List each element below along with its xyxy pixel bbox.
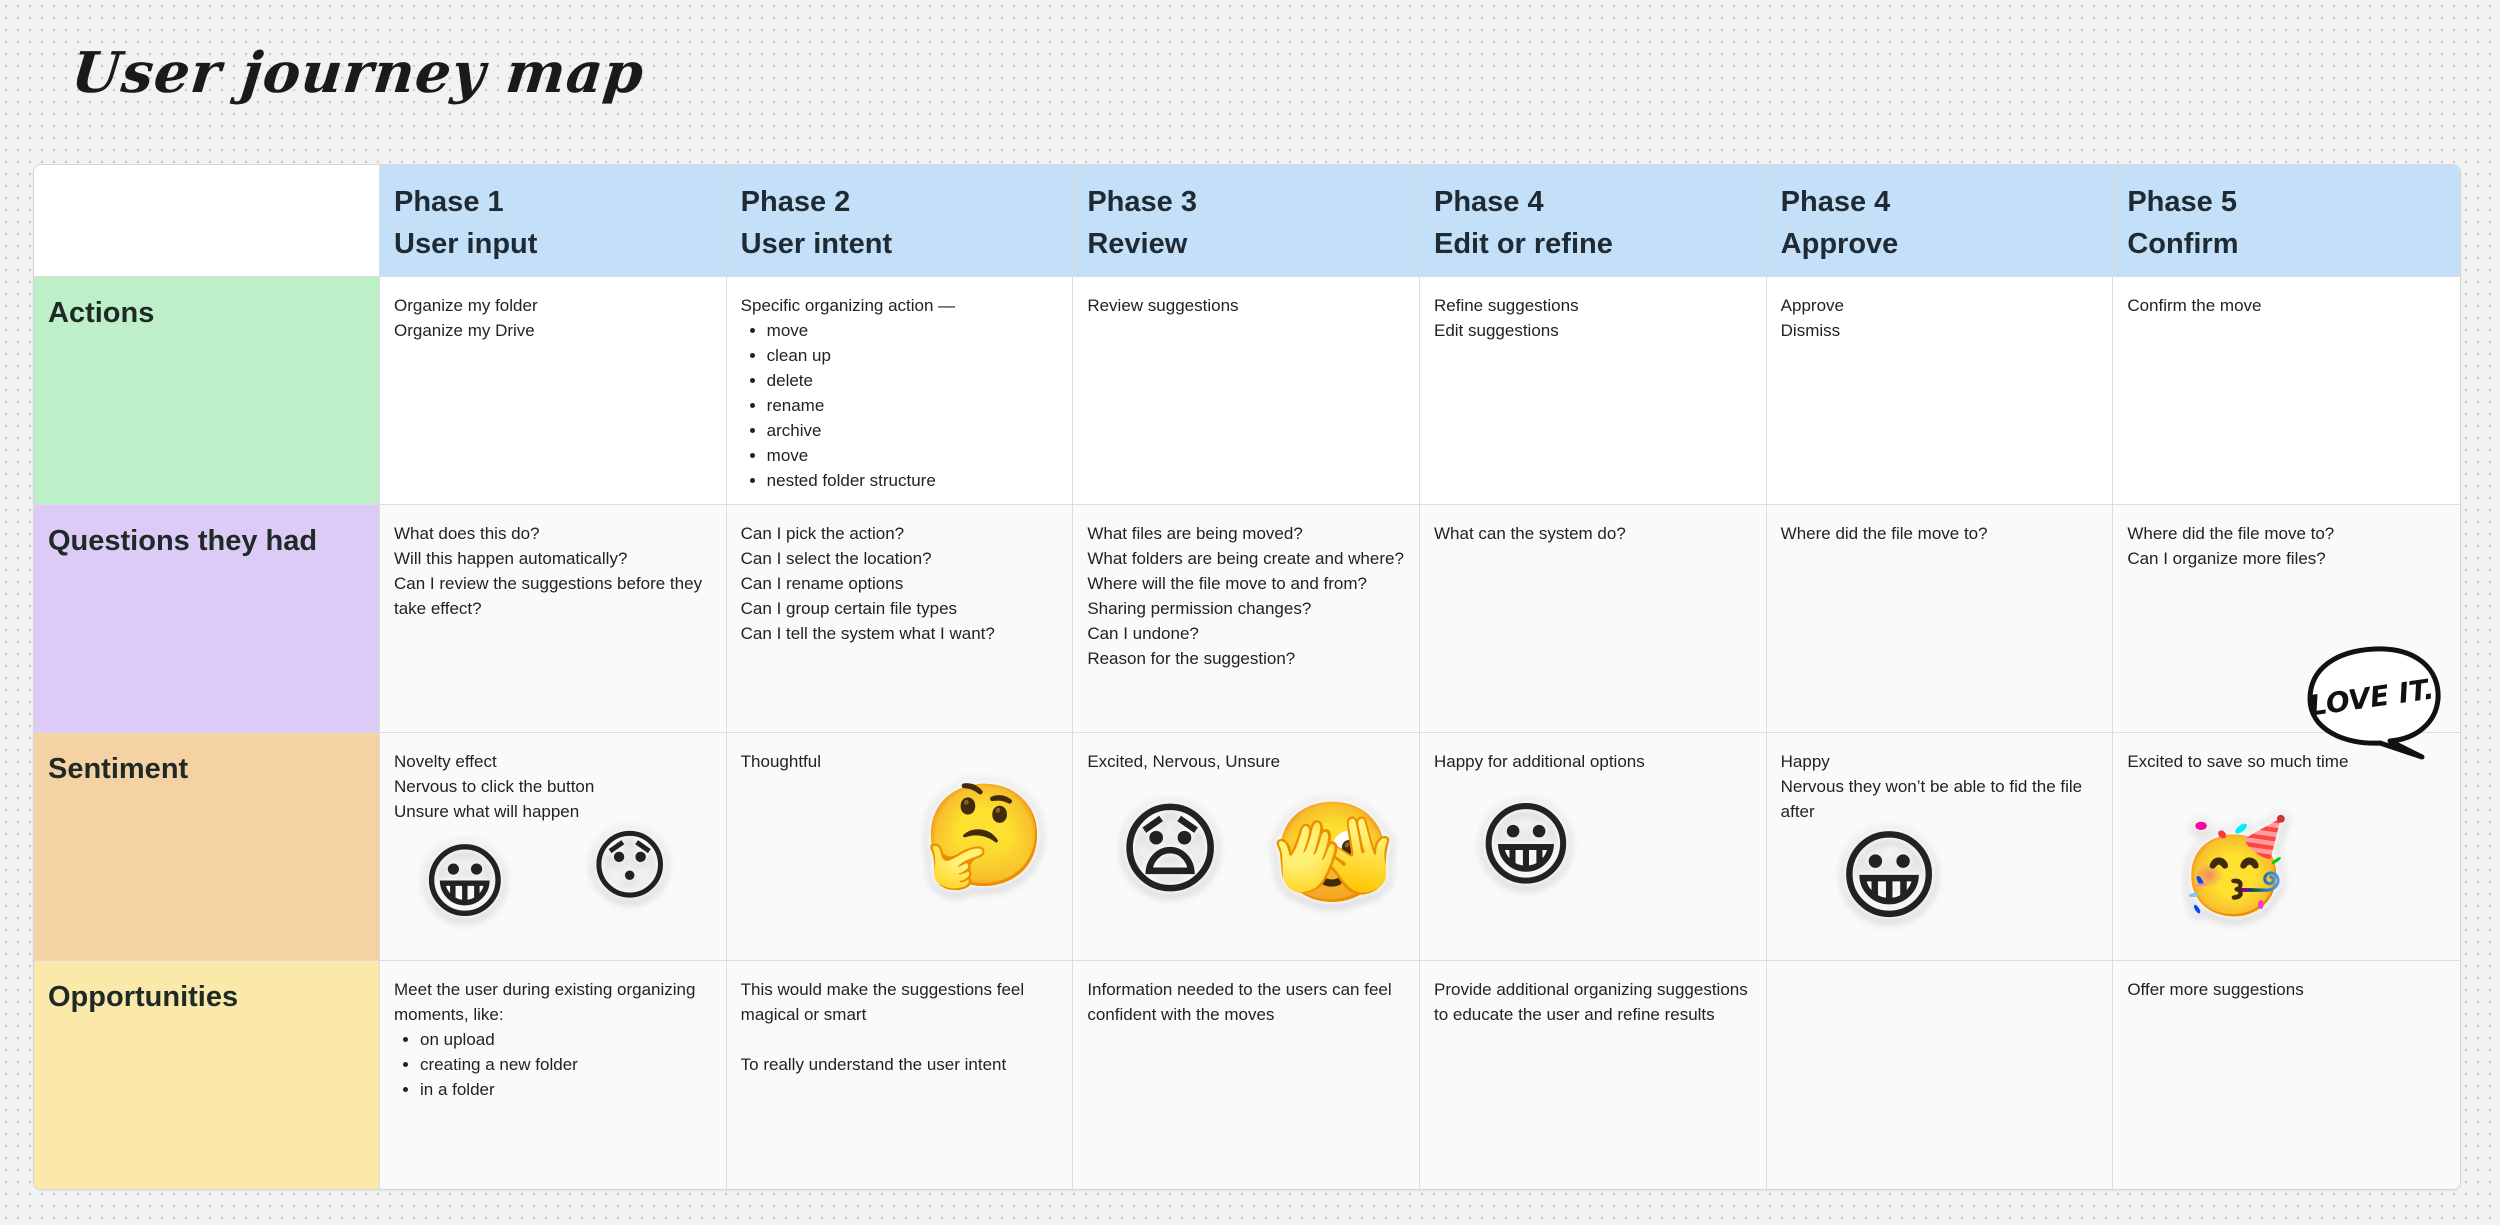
actions-cell-phase-1 bbox=[380, 277, 727, 505]
smiling-face-icon: 😀 bbox=[1478, 792, 1574, 899]
opportunities-cell-phase-1 bbox=[380, 961, 727, 1189]
list-item: • move bbox=[767, 318, 1059, 343]
cell-text: To really understand the user intent bbox=[740, 1055, 1007, 1074]
cell-text: What can the system do? bbox=[1433, 524, 1626, 543]
opportunities-cell-phase-5 bbox=[1767, 961, 2114, 1189]
phase-name: Edit or refine bbox=[1433, 228, 1613, 260]
questions-cell-phase-1 bbox=[380, 505, 727, 733]
cell-text: Thoughtful bbox=[740, 752, 821, 771]
cell-text: Offer more suggestions bbox=[2127, 980, 2304, 999]
grinning-face-icon: 😀 bbox=[422, 835, 508, 930]
phase-name: User input bbox=[394, 228, 538, 260]
phase-header-2 bbox=[727, 165, 1074, 277]
cell-text: Edit suggestions bbox=[1433, 321, 1559, 340]
journey-map-table bbox=[33, 164, 2461, 1190]
phase-name: Approve bbox=[1780, 228, 1899, 260]
cell-text: Sharing permission changes? bbox=[1087, 599, 1312, 618]
cell-text: Novelty effect bbox=[394, 752, 497, 771]
row-header-actions: Actions bbox=[34, 277, 380, 505]
phase-header-4 bbox=[1420, 165, 1767, 277]
cell-text: Excited to save so much time bbox=[2127, 752, 2349, 771]
phase-number: Phase 1 bbox=[394, 186, 504, 218]
phase-number: Phase 4 bbox=[1433, 186, 1544, 218]
cell-text: Excited, Nervous, Unsure bbox=[1087, 752, 1281, 771]
opportunities-cell-phase-4 bbox=[1420, 961, 1767, 1189]
actions-cell-phase-4 bbox=[1420, 277, 1767, 505]
cell-text: Can I rename options bbox=[740, 574, 904, 593]
row-header-opportunities: Opportunities bbox=[34, 961, 380, 1189]
phase-name: Review bbox=[1087, 228, 1188, 260]
bullet-list bbox=[741, 318, 1059, 493]
cell-text: Will this happen automatically? bbox=[394, 549, 628, 568]
list-item: • in a folder bbox=[420, 1077, 712, 1102]
cell-text: Specific organizing action — bbox=[740, 296, 956, 315]
bullet-list bbox=[394, 1027, 712, 1102]
spacer bbox=[741, 1027, 1059, 1052]
questions-cell-phase-3 bbox=[1073, 505, 1420, 733]
actions-cell-phase-6 bbox=[2113, 277, 2460, 505]
party-face-icon: 🥳 bbox=[2178, 814, 2291, 919]
questions-cell-phase-4 bbox=[1420, 505, 1767, 733]
actions-cell-phase-3 bbox=[1073, 277, 1420, 505]
cell-text: Where did the file move to? bbox=[1780, 524, 1988, 543]
phase-number: Phase 4 bbox=[1780, 186, 1891, 218]
cell-text: Can I review the suggestions before they take effect? bbox=[394, 574, 703, 618]
cell-text: Organize my folder bbox=[394, 296, 538, 315]
cell-text: Can I undone? bbox=[1087, 624, 1199, 643]
list-item: • clean up bbox=[767, 343, 1059, 368]
love-it-speech-bubble bbox=[2304, 643, 2444, 763]
list-item: • move bbox=[767, 443, 1059, 468]
cell-text: Can I pick the action? bbox=[740, 524, 905, 543]
face-with-hand-over-eyes-icon: 🫣 bbox=[1272, 796, 1395, 910]
cell-text: Meet the user during existing organizing moments, like: bbox=[394, 980, 696, 1024]
cell-text: What files are being moved? bbox=[1087, 524, 1303, 543]
cell-text: What folders are being create and where? bbox=[1087, 549, 1404, 568]
thinking-face-icon: 🤔 bbox=[922, 777, 1047, 894]
opportunities-cell-phase-2 bbox=[727, 961, 1074, 1189]
list-item: • nested folder structure bbox=[767, 468, 1059, 493]
cell-text: Unsure what will happen bbox=[394, 802, 580, 821]
cell-text: Happy bbox=[1780, 752, 1830, 771]
sentiment-cell-phase-4 bbox=[1420, 733, 1767, 961]
cell-text: Dismiss bbox=[1780, 321, 1841, 340]
phase-number: Phase 3 bbox=[1087, 186, 1197, 218]
cell-text: Review suggestions bbox=[1087, 296, 1239, 315]
love-it-text: LOVE IT. bbox=[2307, 672, 2436, 723]
cell-text: Refine suggestions bbox=[1433, 296, 1579, 315]
cell-text: Approve bbox=[1780, 296, 1844, 315]
list-item: • rename bbox=[767, 393, 1059, 418]
cell-text: Information needed to the users can feel confident with the moves bbox=[1087, 980, 1392, 1024]
cell-text: Where will the file move to and from? bbox=[1087, 574, 1367, 593]
cell-text: Can I select the location? bbox=[740, 549, 932, 568]
opportunities-cell-phase-3 bbox=[1073, 961, 1420, 1189]
cell-text: Provide additional organizing suggestions to educate the user and refine results bbox=[1433, 980, 1748, 1024]
board-title: User journey map bbox=[68, 40, 648, 106]
phase-number: Phase 5 bbox=[2127, 186, 2237, 218]
list-item: • creating a new folder bbox=[420, 1052, 712, 1077]
phase-name: User intent bbox=[740, 228, 893, 260]
cell-text: Nervous they won’t be able to fid the file after bbox=[1780, 777, 2083, 821]
phase-header-1 bbox=[380, 165, 727, 277]
cell-text: Confirm the move bbox=[2127, 296, 2262, 315]
cell-text: Where did the file move to? bbox=[2127, 524, 2335, 543]
actions-cell-phase-2 bbox=[727, 277, 1074, 505]
phase-header-5 bbox=[1767, 165, 2114, 277]
cell-text: This would make the suggestions feel magical or smart bbox=[740, 980, 1025, 1024]
phase-number: Phase 2 bbox=[740, 186, 851, 218]
actions-cell-phase-5 bbox=[1767, 277, 2114, 505]
cell-text: Happy for additional options bbox=[1433, 752, 1645, 771]
cell-text: Can I group certain file types bbox=[740, 599, 958, 618]
questions-cell-phase-5 bbox=[1767, 505, 2114, 733]
hushed-face-icon: 😯 bbox=[590, 821, 670, 910]
row-header-questions: Questions they had bbox=[34, 505, 380, 733]
cell-text: Nervous to click the button bbox=[394, 777, 595, 796]
astonished-face-icon: 😧 bbox=[1118, 791, 1223, 908]
cell-text: Can I organize more files? bbox=[2127, 549, 2326, 568]
phase-name: Confirm bbox=[2127, 228, 2239, 260]
row-header-sentiment: Sentiment bbox=[34, 733, 380, 961]
big-smile-face-icon: 😀 bbox=[1838, 820, 1941, 934]
phase-header-6 bbox=[2113, 165, 2460, 277]
phase-header-3 bbox=[1073, 165, 1420, 277]
cell-text: Organize my Drive bbox=[394, 321, 535, 340]
list-item: • delete bbox=[767, 368, 1059, 393]
questions-cell-phase-2 bbox=[727, 505, 1074, 733]
cell-text: Reason for the suggestion? bbox=[1087, 649, 1296, 668]
cell-text: What does this do? bbox=[394, 524, 540, 543]
table-corner bbox=[34, 165, 380, 277]
list-item: • archive bbox=[767, 418, 1059, 443]
cell-text: Can I tell the system what I want? bbox=[740, 624, 995, 643]
list-item: • on upload bbox=[420, 1027, 712, 1052]
opportunities-cell-phase-6 bbox=[2113, 961, 2460, 1189]
